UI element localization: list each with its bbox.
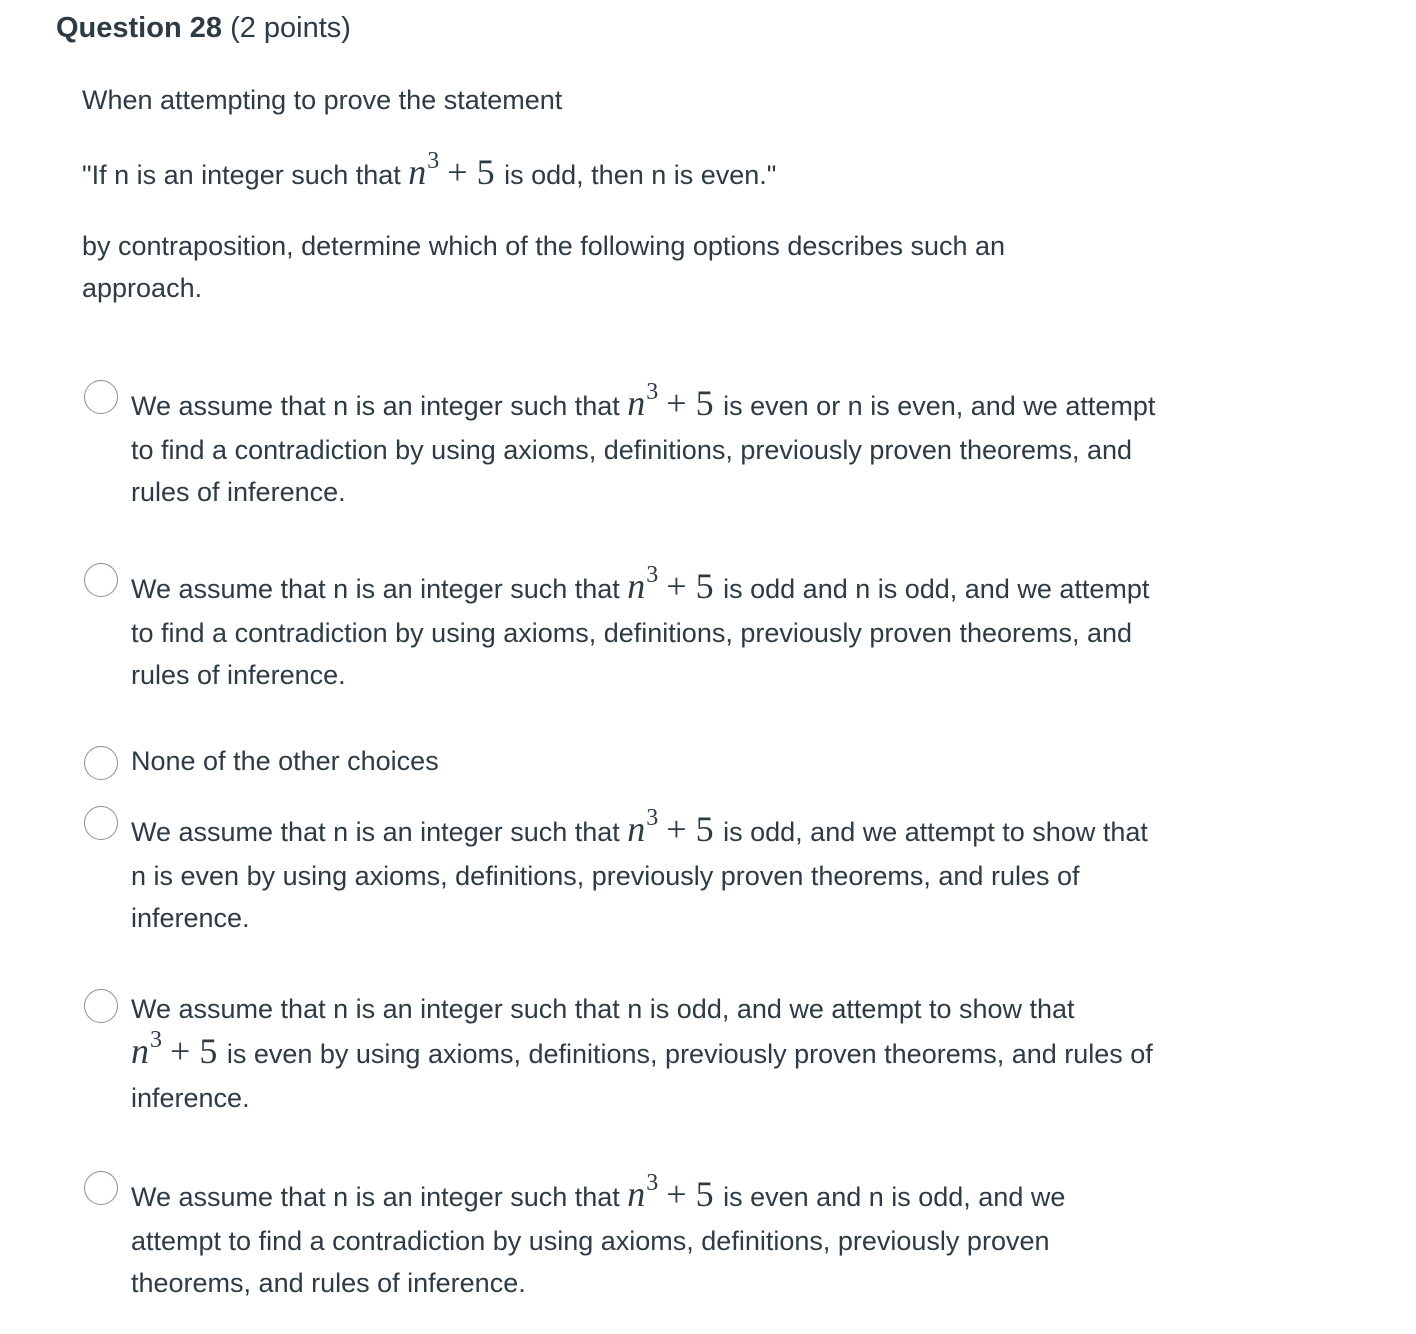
option-3-text[interactable]: None of the other choices [131,746,439,776]
math-exponent: 3 [646,1170,659,1196]
option-1-post: is even or n is even, and we attempt to find a contradiction by using axioms, definitions, previously proven theorems, and rules of inference. [131,391,1156,507]
stem-instruction-block [82,225,1092,309]
math-exponent: 3 [646,805,659,831]
stem-quote-block [82,148,1092,198]
math-number: 5 [695,566,714,606]
stem-intro: When attempting to prove the statement [82,85,563,115]
math-number: 5 [695,383,714,423]
math-operator: + [666,809,687,849]
question-points: (2 points) [230,12,351,44]
option-6-pre: We assume that n is an integer such that [131,1182,620,1212]
radio-option-1[interactable] [84,380,118,414]
math-number: 5 [695,809,714,849]
math-operator: + [170,1031,191,1071]
stem-instruction: by contraposition, determine which of the following options describes such an approach. [82,231,1006,303]
question-title: Question 28 [56,12,222,44]
stem-intro-block [82,79,1092,121]
math-var: n [627,1174,646,1214]
option-4-text[interactable] [131,805,1161,939]
option-4-post: is odd, and we attempt to show that n is even by using axioms, definitions, previously proven theorems, and rules of inference. [131,817,1148,933]
option-2-text[interactable] [131,562,1161,696]
radio-option-3[interactable] [84,746,118,780]
radio-option-2[interactable] [84,563,118,597]
option-1-text[interactable] [131,379,1161,513]
math-var: n [627,566,646,606]
radio-option-4[interactable] [84,806,118,840]
option-2-post: is odd and n is odd, and we attempt to find a contradiction by using axioms, definitions, previously proven theorems, and rules of inference. [131,574,1150,690]
stem-quote [82,148,1092,198]
math-operator: + [447,152,468,192]
math-var: n [627,383,646,423]
option-1-pre: We assume that n is an integer such that [131,391,620,421]
option-4-pre: We assume that n is an integer such that [131,817,620,847]
math-var: n [408,152,427,192]
quote-prefix: "If n is an integer such that [82,160,401,190]
option-6-text[interactable] [131,1170,1161,1304]
option-5-text[interactable] [131,988,1161,1119]
math-var: n [627,809,646,849]
math-number: 5 [476,152,495,192]
math-operator: + [666,1174,687,1214]
option-6-post: is even and n is odd, and we attempt to find a contradiction by using axioms, definitions, previously proven theorems, and rules of inference. [131,1182,1066,1298]
math-number: 5 [695,1174,714,1214]
math-number: 5 [199,1031,218,1071]
math-operator: + [666,383,687,423]
option-5-pre: We assume that n is an integer such that n is odd, and we attempt to show that [131,994,1075,1024]
math-exponent: 3 [150,1027,162,1053]
math-exponent: 3 [646,379,659,405]
option-2-pre: We assume that n is an integer such that [131,574,620,604]
math-var: n [131,1031,149,1071]
option-5-post: is even by using axioms, definitions, previously proven theorems, and rules of inference. [131,1039,1153,1113]
question-header [56,8,351,48]
math-exponent: 3 [646,562,659,588]
radio-option-5[interactable] [84,989,118,1023]
math-operator: + [666,566,687,606]
quote-suffix: is odd, then n is even." [504,160,777,190]
radio-option-6[interactable] [84,1171,118,1205]
math-exponent: 3 [427,148,440,174]
